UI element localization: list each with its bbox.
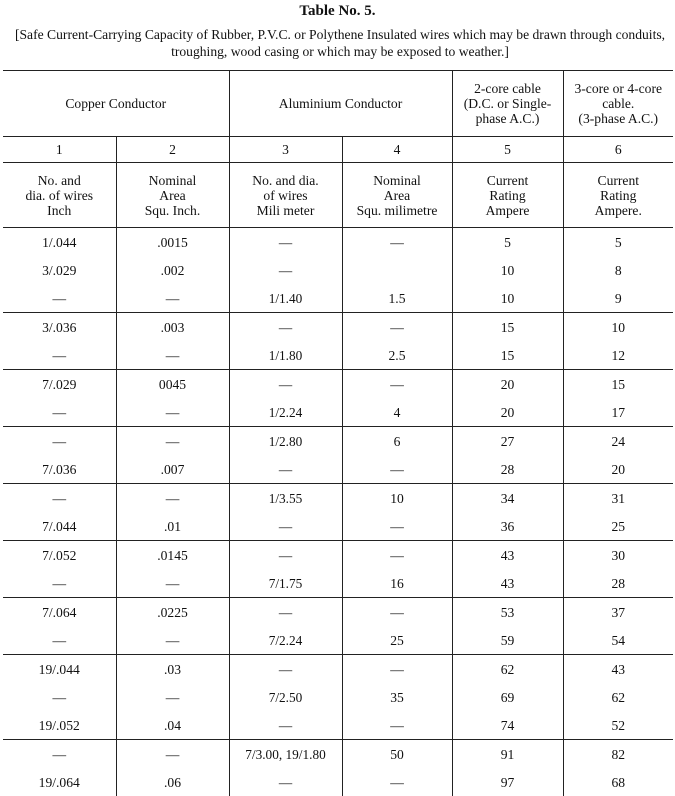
table-cell: 1/1.80 bbox=[229, 341, 342, 370]
table-cell: — bbox=[116, 484, 229, 513]
table-cell: — bbox=[116, 740, 229, 769]
desc-line: No. and bbox=[37, 172, 81, 188]
table-cell: — bbox=[3, 740, 116, 769]
table-cell: .0145 bbox=[116, 541, 229, 570]
table-cell: 9 bbox=[563, 284, 673, 313]
desc-line: Nominal bbox=[148, 172, 197, 188]
three-core-line-2: cable. bbox=[602, 96, 635, 111]
table-cell: 62 bbox=[563, 683, 673, 711]
table-row bbox=[3, 768, 673, 796]
three-core-line-1: 3-core or 4-core bbox=[574, 81, 663, 96]
desc-line: Current bbox=[486, 172, 529, 188]
column-description bbox=[3, 163, 116, 228]
table-cell: .06 bbox=[116, 768, 229, 796]
table-cell: 0045 bbox=[116, 370, 229, 399]
table-cell: .01 bbox=[116, 512, 229, 541]
table-cell: 7/.052 bbox=[3, 541, 116, 570]
aluminium-conductor-header: Aluminium Conductor bbox=[229, 71, 452, 137]
table-cell: 2.5 bbox=[342, 341, 452, 370]
table-cell: — bbox=[342, 711, 452, 740]
table-row bbox=[3, 398, 673, 427]
table-row bbox=[3, 484, 673, 513]
table-cell: — bbox=[3, 683, 116, 711]
table-cell: 7/1.75 bbox=[229, 569, 342, 598]
three-core-line-3: (3-phase A.C.) bbox=[578, 111, 659, 126]
table-cell: 20 bbox=[452, 370, 563, 399]
desc-line: No. and dia. bbox=[252, 172, 319, 188]
table-cell: — bbox=[3, 484, 116, 513]
table-cell: 7/2.50 bbox=[229, 683, 342, 711]
desc-line: Ampere bbox=[485, 202, 530, 218]
table-cell: .003 bbox=[116, 313, 229, 342]
table-cell: 25 bbox=[563, 512, 673, 541]
table-cell: 37 bbox=[563, 598, 673, 627]
table-cell: 7/.029 bbox=[3, 370, 116, 399]
table-cell: 30 bbox=[563, 541, 673, 570]
table-cell: — bbox=[229, 256, 342, 284]
table-cell: 54 bbox=[563, 626, 673, 655]
table-row bbox=[3, 655, 673, 684]
column-number-row bbox=[3, 137, 673, 163]
table-row bbox=[3, 598, 673, 627]
table-cell: 10 bbox=[342, 484, 452, 513]
table-cell: 82 bbox=[563, 740, 673, 769]
column-number: 3 bbox=[229, 137, 342, 163]
column-description bbox=[563, 163, 673, 228]
table-cell: — bbox=[3, 427, 116, 456]
table-cell: .002 bbox=[116, 256, 229, 284]
desc-line: Squ. milimetre bbox=[356, 202, 438, 218]
table-cell: — bbox=[342, 313, 452, 342]
table-cell: 7/.044 bbox=[3, 512, 116, 541]
column-number: 2 bbox=[116, 137, 229, 163]
desc-line: dia. of wires bbox=[25, 187, 94, 203]
table-cell: — bbox=[229, 768, 342, 796]
table-cell: — bbox=[116, 427, 229, 456]
group-header-row bbox=[3, 71, 673, 137]
table-cell: .04 bbox=[116, 711, 229, 740]
table-cell: — bbox=[229, 598, 342, 627]
table-cell: 1/2.24 bbox=[229, 398, 342, 427]
table-cell: 7/.064 bbox=[3, 598, 116, 627]
table-cell: 50 bbox=[342, 740, 452, 769]
table-cell: 97 bbox=[452, 768, 563, 796]
table-cell: — bbox=[342, 228, 452, 257]
table-cell: 25 bbox=[342, 626, 452, 655]
table-cell: — bbox=[229, 541, 342, 570]
table-row bbox=[3, 512, 673, 541]
table-cell: 1/2.80 bbox=[229, 427, 342, 456]
table-row bbox=[3, 370, 673, 399]
table-cell: 52 bbox=[563, 711, 673, 740]
desc-line: Current bbox=[597, 172, 640, 188]
desc-line: Area bbox=[383, 187, 411, 203]
table-row bbox=[3, 427, 673, 456]
table-cell: 62 bbox=[452, 655, 563, 684]
table-cell: — bbox=[229, 711, 342, 740]
table-cell: 20 bbox=[452, 398, 563, 427]
table-cell: 15 bbox=[452, 313, 563, 342]
desc-line: Area bbox=[159, 187, 186, 203]
desc-line: Nominal bbox=[373, 172, 421, 188]
table-cell: — bbox=[342, 768, 452, 796]
table-cell: 19/.052 bbox=[3, 711, 116, 740]
column-description bbox=[116, 163, 229, 228]
table-cell: 1/1.40 bbox=[229, 284, 342, 313]
table-cell: 3/.036 bbox=[3, 313, 116, 342]
table-cell: 7/3.00, 19/1.80 bbox=[229, 740, 342, 769]
table-cell: — bbox=[116, 284, 229, 313]
table-cell: — bbox=[3, 398, 116, 427]
desc-line: Ampere. bbox=[594, 202, 642, 218]
table-cell: 35 bbox=[342, 683, 452, 711]
desc-line: Inch bbox=[47, 202, 72, 218]
table-cell: 10 bbox=[563, 313, 673, 342]
table-row bbox=[3, 256, 673, 284]
table-cell: — bbox=[116, 683, 229, 711]
desc-line: Rating bbox=[600, 187, 637, 203]
column-description bbox=[229, 163, 342, 228]
table-cell: 19/.064 bbox=[3, 768, 116, 796]
table-row bbox=[3, 541, 673, 570]
table-cell: 3/.029 bbox=[3, 256, 116, 284]
table-cell: 1.5 bbox=[342, 284, 452, 313]
column-description-row bbox=[3, 163, 673, 228]
table-cell: 5 bbox=[452, 228, 563, 257]
table-cell: 1/3.55 bbox=[229, 484, 342, 513]
current-capacity-table bbox=[3, 70, 673, 796]
desc-line: Rating bbox=[489, 187, 526, 203]
table-cell: — bbox=[3, 341, 116, 370]
table-cell: 7/2.24 bbox=[229, 626, 342, 655]
desc-line: of wires bbox=[263, 187, 308, 203]
table-row bbox=[3, 313, 673, 342]
table-cell: — bbox=[229, 512, 342, 541]
table-cell: 36 bbox=[452, 512, 563, 541]
table-cell: 28 bbox=[563, 569, 673, 598]
table-cell: 15 bbox=[452, 341, 563, 370]
column-number: 6 bbox=[563, 137, 673, 163]
table-row bbox=[3, 740, 673, 769]
two-core-line-1: 2-core cable bbox=[474, 81, 541, 96]
table-row bbox=[3, 341, 673, 370]
table-cell: .007 bbox=[116, 455, 229, 484]
table-cell: 43 bbox=[452, 569, 563, 598]
table-cell: 10 bbox=[452, 256, 563, 284]
table-cell: — bbox=[3, 626, 116, 655]
table-cell: — bbox=[342, 455, 452, 484]
desc-line: Squ. Inch. bbox=[144, 202, 201, 218]
copper-conductor-header: Copper Conductor bbox=[3, 71, 229, 137]
table-cell: 5 bbox=[563, 228, 673, 257]
table-cell: — bbox=[116, 398, 229, 427]
table-cell: 59 bbox=[452, 626, 563, 655]
table-cell: — bbox=[116, 569, 229, 598]
table-cell: 43 bbox=[563, 655, 673, 684]
table-cell: — bbox=[3, 569, 116, 598]
column-number: 1 bbox=[3, 137, 116, 163]
table-cell: 19/.044 bbox=[3, 655, 116, 684]
table-cell: 69 bbox=[452, 683, 563, 711]
table-cell: — bbox=[342, 512, 452, 541]
table-cell: — bbox=[229, 228, 342, 257]
table-cell: 24 bbox=[563, 427, 673, 456]
table-cell: — bbox=[116, 341, 229, 370]
table-cell: 74 bbox=[452, 711, 563, 740]
table-cell: — bbox=[229, 313, 342, 342]
three-core-cable-header bbox=[563, 71, 673, 137]
table-cell: 4 bbox=[342, 398, 452, 427]
table-cell: 68 bbox=[563, 768, 673, 796]
table-row bbox=[3, 455, 673, 484]
column-number: 5 bbox=[452, 137, 563, 163]
table-cell: 10 bbox=[452, 284, 563, 313]
table-cell: 7/.036 bbox=[3, 455, 116, 484]
table-cell bbox=[342, 256, 452, 284]
table-cell: .03 bbox=[116, 655, 229, 684]
table-cell: 15 bbox=[563, 370, 673, 399]
table-cell: 6 bbox=[342, 427, 452, 456]
column-description bbox=[452, 163, 563, 228]
table-cell: — bbox=[3, 284, 116, 313]
two-core-line-2: (D.C. or Single- bbox=[463, 96, 552, 111]
table-cell: — bbox=[229, 370, 342, 399]
table-row bbox=[3, 683, 673, 711]
table-cell: — bbox=[342, 598, 452, 627]
table-cell: 17 bbox=[563, 398, 673, 427]
table-cell: — bbox=[342, 370, 452, 399]
table-cell: 27 bbox=[452, 427, 563, 456]
column-number: 4 bbox=[342, 137, 452, 163]
table-row bbox=[3, 569, 673, 598]
two-core-line-3: phase A.C.) bbox=[475, 111, 540, 126]
column-description bbox=[342, 163, 452, 228]
desc-line: Mili meter bbox=[256, 202, 315, 218]
table-cell: 16 bbox=[342, 569, 452, 598]
table-row bbox=[3, 626, 673, 655]
table-cell: 1/.044 bbox=[3, 228, 116, 257]
table-cell: — bbox=[229, 455, 342, 484]
table-cell: 53 bbox=[452, 598, 563, 627]
table-row bbox=[3, 711, 673, 740]
table-cell: — bbox=[342, 541, 452, 570]
two-core-cable-header bbox=[452, 71, 563, 137]
table-cell: 12 bbox=[563, 341, 673, 370]
table-cell: .0015 bbox=[116, 228, 229, 257]
table-cell: 28 bbox=[452, 455, 563, 484]
table-cell: 34 bbox=[452, 484, 563, 513]
table-cell: 31 bbox=[563, 484, 673, 513]
table-cell: .0225 bbox=[116, 598, 229, 627]
table-row bbox=[3, 228, 673, 257]
table-cell: — bbox=[342, 655, 452, 684]
table-cell: 91 bbox=[452, 740, 563, 769]
table-row bbox=[3, 284, 673, 313]
table-cell: 8 bbox=[563, 256, 673, 284]
table-caption: [Safe Current-Carrying Capacity of Rubber, P.V.C. or Polythene Insulated wires which may be drawn through conduits, troughing, wood casing or which may be exposed to weather.] bbox=[14, 27, 666, 59]
table-cell: 20 bbox=[563, 455, 673, 484]
table-cell: — bbox=[116, 626, 229, 655]
table-cell: — bbox=[229, 655, 342, 684]
table-title: Table No. 5. bbox=[299, 3, 376, 19]
table-cell: 43 bbox=[452, 541, 563, 570]
